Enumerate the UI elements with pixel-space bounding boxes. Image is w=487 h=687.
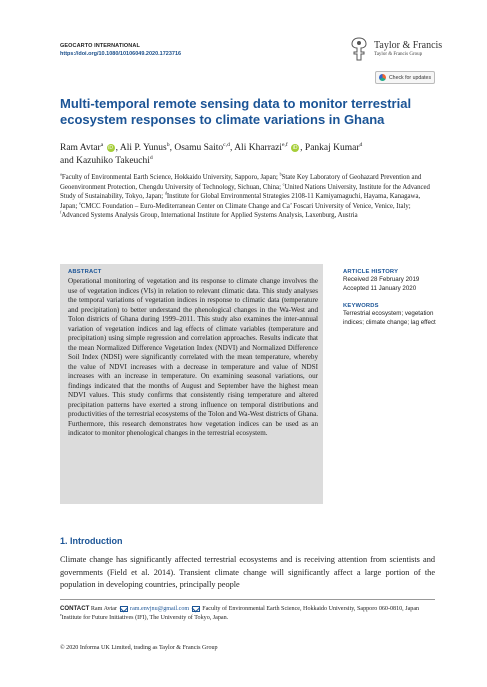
orcid-icon[interactable]: iD <box>108 144 113 151</box>
affil-marker: d <box>359 141 363 148</box>
footnote-text: Institute for Future Initiatives (IFI), The University of Tokyo, Japan. <box>61 614 229 621</box>
author-list <box>60 142 440 168</box>
affil-marker: c <box>282 181 285 187</box>
author-name[interactable]: , Pankaj Kumar <box>300 143 360 153</box>
article-history-heading: ARTICLE HISTORY <box>343 269 399 275</box>
received-date: Received 28 February 2019 <box>343 276 420 283</box>
email-icon <box>120 606 128 612</box>
author-name[interactable]: and Kazuhiko Takeuchi <box>60 156 150 166</box>
affiliation-text: State Key Laboratory of Geohazard Prevention and Geoenvironment Protection, Chengdu University of Technology, Sichuan, China; <box>60 174 422 191</box>
contact-affiliation: Faculty of Environmental Earth Science, Hokkaido University, Sapporo 060-0810, Japan <box>200 606 420 612</box>
orcid-icon[interactable]: iD <box>292 144 298 151</box>
taylor-francis-icon <box>348 36 370 62</box>
check-updates-label: Check for updates <box>388 74 432 81</box>
address-icon <box>192 606 200 612</box>
affil-marker: e <box>79 200 81 206</box>
contact-label: CONTACT <box>60 605 90 612</box>
abstract-text: Operational monitoring of vegetation and its response to climate change involves the use of vegetation indices (VIs) in relation to relevant climatic data. This study analyses the temporal variations of vegetation indices in response to climatic data (temperature and precipitation) to better understand the phenological changes in the Wa-West and Tolon districts of Ghana during 1999–2011. This study also examines the inter-annual variation of vegetation indices and lag effects of climate variables (temperature and precipitation) using simple regression and correlation approaches. Results indicate that the mean Normalized Difference Vegetation Index (NDVI) and Normalized Difference Soil Index (NDSI) were significantly correlated with the mean temperature, whereby the value of NDVI increases with a decrease in temperature and value of NDSI increases with an increase in temperature. On examining seasonal variations, our findings indicated that the months of August and September have the highest mean NDVI values. This study confirms that consistently rising temperature and altered precipitation patterns have exerted a strong influence on temporal distributions and productivities of the terrestrial ecosystems of the Tolon and Wa-West districts of Ghana. Furthermore, this research demonstrates how vegetation indices can be used as an indicator to monitor phenological changes in the terrestrial ecosystem. <box>68 277 318 437</box>
abstract-heading: ABSTRACT <box>68 269 102 275</box>
keywords-text: Terrestrial ecosystem; vegetation indices; climate change; lag effect <box>343 310 436 326</box>
affiliation-text: Faculty of Environmental Earth Science, Hokkaido University, Sapporo, Japan; <box>61 174 280 181</box>
affil-marker: d <box>164 190 167 196</box>
publisher-group: Taylor & Francis Group <box>374 52 423 57</box>
affil-marker: e,f <box>281 141 288 148</box>
copyright-notice: © 2020 Informa UK Limited, trading as Taylor & Francis Group <box>60 645 218 651</box>
affil-marker: b <box>166 141 170 148</box>
doi-link[interactable]: https://doi.org/10.1080/10106049.2020.1723716 <box>60 51 182 57</box>
publisher-name: Taylor & Francis <box>374 40 443 51</box>
accepted-date: Accepted 11 January 2020 <box>343 284 417 292</box>
publisher-logo <box>348 36 442 62</box>
affil-marker: b <box>279 171 282 177</box>
affil-marker: a <box>60 171 62 177</box>
affil-marker: f <box>60 209 62 215</box>
section-heading: 1. Introduction <box>60 536 123 546</box>
introduction-text: Climate change has significantly affected terrestrial ecosystems and is receiving attention from scientists and governments (Field et al. 2014). Transient climate change will significantly affect a large portion of the population in developing countries, principally people <box>60 555 435 589</box>
contact-email[interactable]: ram.envjnu@gmail.com <box>130 606 190 612</box>
affiliation-text: United Nations University, Institute for the Advanced Study of Sustainability, Tokyo, Japan; <box>60 183 430 200</box>
affiliations <box>60 173 435 221</box>
keywords-heading: KEYWORDS <box>343 303 379 309</box>
affil-marker: c,d <box>223 141 230 148</box>
affiliation-text: CMCC Foundation – Euro-Mediterranean Center on Climate Change and Ca’ Foscari University of Venice, Venice, Italy; <box>80 202 411 210</box>
affiliation-text: Advanced Systems Analysis Group, International Institute for Applied Systems Analysis, Laxenburg, Austria <box>61 212 358 219</box>
article-history <box>343 269 443 293</box>
contact-name: Ram Avtar <box>89 606 119 612</box>
contact-block <box>60 605 435 622</box>
footer-divider <box>60 599 435 600</box>
author-name[interactable]: , Ali Kharrazi <box>229 143 282 153</box>
crossmark-icon <box>379 74 386 81</box>
keywords <box>343 303 443 327</box>
affiliation-text: Institute for Global Environmental Strategies 2108-11 Kamiyamaguchi, Hayama, Kanagawa, Japan; <box>60 193 421 210</box>
journal-name: GEOCARTO INTERNATIONAL <box>60 43 140 49</box>
author-name[interactable]: , Ali P. Yunus <box>115 143 167 153</box>
author-name[interactable]: Ram Avtar <box>60 143 101 153</box>
check-updates-button[interactable] <box>375 71 435 84</box>
author-name[interactable]: , Osamu Saito <box>169 143 224 153</box>
affil-marker: a <box>100 141 104 148</box>
article-title: Multi-temporal remote sensing data to monitor terrestrial ecosystem responses to climate variations in Ghana <box>60 96 412 127</box>
footnote-marker: e <box>60 612 62 617</box>
affil-marker: d <box>149 154 153 161</box>
